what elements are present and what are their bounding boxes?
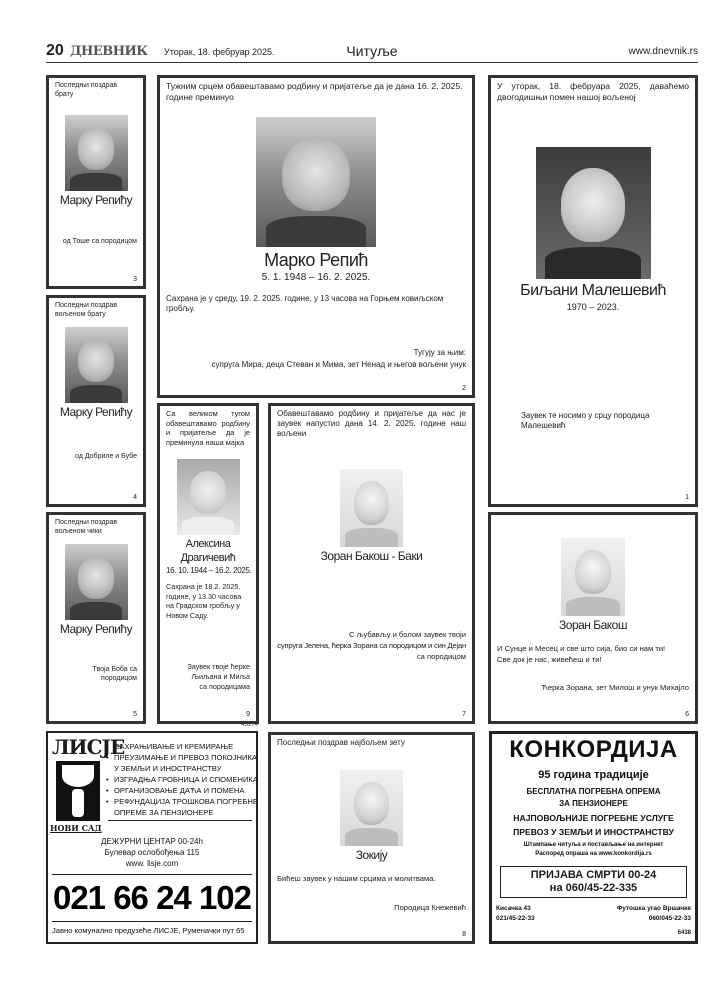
portrait-photo: [561, 538, 625, 616]
ad-line: Штампање читуља и постављање на интернет: [523, 842, 664, 848]
lisje-logo-text: ЛИСЈЕ: [52, 735, 125, 759]
signature-line-2: супруга Јелена, ћерка Зорана са породицом и син Дејан: [277, 641, 466, 650]
duty-center: ДЕЖУРНИ ЦЕНТАР 00-24h: [101, 837, 203, 846]
deceased-name: Марко Репић: [264, 250, 368, 270]
service-item: • ИЗГРАДЊА ГРОБНИЦА И СПОМЕНИКА: [106, 774, 254, 785]
konkordija-logo-text: КОНКОРДИЈА: [509, 736, 678, 763]
spacer: [277, 662, 466, 710]
spacer: [277, 564, 466, 629]
ad-line: ПРЕВОЗ У ЗЕМЉИ И ИНОСТРАНСТВУ: [513, 827, 674, 837]
service-item: • РЕФУНДАЦИЈА ТРОШКОВА ПОГРЕБНЕ: [106, 796, 254, 807]
verse-line-2: Све док је нас, живећеш и ти!: [497, 655, 602, 664]
address-right: [617, 904, 691, 924]
notice-signature: Твоја Боба са породицом: [92, 665, 137, 682]
deceased-name: Зокију: [355, 848, 388, 862]
obituary-notice: [488, 512, 698, 724]
lisje-advertisement: [46, 731, 258, 944]
spacer: [497, 665, 689, 682]
ad-line: БЕСПЛАТНА ПОГРЕБНА ОПРЕМА: [526, 787, 661, 796]
deceased-name: Марку Репићу: [59, 193, 133, 207]
notice-intro: Обавештавамо родбину и пријатеље да нас је заувек напустио дана 14. 2. 2025. године наш вољени: [277, 409, 466, 438]
obituary-notice: [488, 75, 698, 507]
notice-signature: Породица Кнежевић: [394, 902, 466, 912]
deceased-last-name: Драгичевић: [180, 552, 236, 564]
spacer: [55, 420, 137, 452]
obituary-notice: [46, 75, 146, 289]
notice-intro: Последњи поздрав најбољем зету: [277, 738, 405, 747]
signature-line-3: са породицом: [416, 652, 466, 661]
issue-date: Уторак, 18. фебруар 2025.: [164, 47, 275, 57]
portrait-photo: [65, 544, 128, 620]
spacer: [166, 314, 466, 348]
ad-code: 45174: [241, 722, 258, 728]
newspaper-logo: ДНЕВНИК: [70, 44, 148, 59]
signature-line-3: са породицама: [199, 682, 250, 691]
service-item: • САХРАЊИВАЊЕ И КРЕМИРАЊЕ: [106, 741, 254, 752]
services-list: [106, 741, 258, 818]
ad-line: ЗА ПЕНЗИОНЕРЕ: [559, 799, 628, 808]
deceased-name: Марку Репићу: [59, 405, 133, 419]
mourners-label: Тугују за њим:: [413, 348, 466, 357]
deceased-name: Марку Репићу: [59, 622, 133, 636]
hotline-number: на 060/45-22-335: [549, 882, 638, 894]
obituary-notice: [46, 512, 146, 724]
notice-number: 5: [133, 711, 137, 718]
notice-signature: Ћерка Зорана, зет Милош и унук Михајло: [541, 683, 689, 692]
notice-intro: Последњи поздрав вољеном брату: [55, 302, 118, 318]
divider: [108, 820, 252, 821]
spacer: [497, 431, 689, 493]
funeral-details: Сахрана је у среду, 19. 2. 2025. године, у 13 часова на Горњем ковиљском гробљу.: [166, 294, 444, 313]
spacer: [277, 884, 466, 902]
notice-signature: од Тоше са породицом: [62, 238, 137, 245]
address-street: Кисачка 43: [496, 905, 531, 912]
deceased-name: Биљани Малешевић: [520, 282, 666, 299]
spacer: [55, 208, 137, 237]
notice-number: 2: [462, 385, 466, 392]
portrait-photo: [65, 115, 128, 191]
address-phone: 021/45-22-33: [496, 915, 535, 922]
notice-number: 1: [685, 494, 689, 501]
service-item-continued: У ЗЕМЉИ И ИНОСТРАНСТВУ: [114, 764, 222, 773]
page-header: [46, 42, 698, 63]
deceased-name: Зоран Бакош - Баки: [320, 549, 423, 563]
notice-signature: Заувек те носимо у срцу породица Малешевић: [521, 411, 650, 430]
spacer: [166, 692, 250, 710]
life-dates: 5. 1. 1948 – 16. 2. 2025.: [261, 272, 371, 283]
portrait-photo: [65, 327, 128, 403]
notice-intro: Последњи поздрав вољеном чики: [55, 519, 118, 535]
notice-intro: Тужним срцем обавештавамо родбину и пријатеље да је дана 16. 2. 2025. године преминуо: [166, 81, 463, 102]
funeral-details: Сахрана је 18.2. 2025. године, у 13.30 часова на Градском гробљу у Новом Саду.: [166, 582, 242, 620]
spacer: [497, 693, 689, 710]
verse-line-1: И Сунце и Месец и све што сија, био си нам ти!: [497, 644, 666, 653]
page-number: 20: [46, 42, 64, 59]
life-dates: 1970 – 2023.: [566, 302, 620, 312]
notice-intro: Последњи поздрав брату: [55, 82, 118, 98]
hotline-title: ПРИЈАВА СМРТИ 00-24: [530, 869, 657, 881]
address-phone: 060/045-22-33: [648, 915, 691, 922]
spacer: [497, 313, 689, 411]
ad-line: НАЈПОВОЉНИЈЕ ПОГРЕБНЕ УСЛУГЕ: [513, 813, 674, 823]
ad-code: 6438: [677, 930, 691, 936]
notice-number: 9: [246, 711, 250, 718]
lisje-phone: 021 66 24 102: [52, 879, 252, 916]
death-report-hotline: [500, 866, 687, 898]
address-left: [496, 904, 535, 924]
mourners-list: супруга Мира, деца Стеван и Мима, зет Ненад и његов вољени унук: [211, 360, 466, 369]
spacer: [55, 683, 137, 711]
lisje-address: Булевар ослобођења 115: [104, 848, 200, 857]
signature-line-2: Љиљана и Миља: [191, 672, 250, 681]
divider: [52, 921, 252, 922]
divider: [52, 874, 252, 875]
ad-line: 95 година традиције: [538, 769, 649, 781]
deceased-name: Зоран Бакош: [559, 618, 627, 632]
spacer: [166, 620, 250, 662]
notice-intro: У уторак, 18. фебруара 2025, даваћемо двогодишњи помен нашој вољеној: [497, 81, 689, 102]
website-link[interactable]: www.dnevnik.rs: [628, 46, 698, 57]
deceased-first-name: Алексина: [185, 538, 231, 550]
notice-number: 3: [133, 276, 137, 283]
spacer: [166, 370, 466, 384]
signature-line-1: С љубављу и болом заувек твоји: [348, 630, 466, 639]
lisje-footer: Јавно комунално предузеће ЛИСЈЕ, Руменачки пут 65: [52, 926, 245, 935]
portrait-photo: [256, 117, 376, 247]
lisje-city: НОВИ САД: [50, 823, 102, 833]
portrait-photo: [536, 147, 651, 279]
portrait-photo: [177, 459, 240, 535]
spacer: [55, 461, 137, 493]
notice-number: 7: [462, 711, 466, 718]
service-item: • ОРГАНИЗОВАЊЕ ДАЋА И ПОМЕНА: [106, 785, 254, 796]
address-street: Футошка угао Вршачке: [616, 905, 691, 912]
notice-number: 6: [685, 711, 689, 718]
signature-line-1: Заувек твоје ћерке: [187, 662, 250, 671]
service-item-continued: ОПРЕМЕ ЗА ПЕНЗИОНЕРЕ: [114, 808, 214, 817]
obituary-notice: [157, 75, 475, 398]
section-title: Читуље: [346, 43, 398, 59]
life-dates: 16. 10. 1944 – 16.2. 2025.: [166, 566, 252, 575]
notice-intro: Са великом тугом обавештавамо родбину и пријатеље да је преминула наша мајка: [166, 409, 250, 447]
obituary-notice: [46, 295, 146, 507]
portrait-photo: [340, 770, 403, 846]
obituary-notice: [268, 403, 475, 724]
ad-line: Распоред опраша на www.konkordija.rs: [535, 851, 652, 857]
obituary-notice: [268, 732, 475, 944]
notice-number: 8: [462, 931, 466, 938]
obituary-notice: [157, 403, 259, 724]
notice-number: 4: [133, 494, 137, 501]
notice-message: Бићеш заувек у нашим срцима и молитвама.: [277, 874, 436, 883]
lisje-website[interactable]: www. lisje.com: [125, 859, 179, 868]
notice-signature: од Добриле и Бубе: [75, 453, 137, 460]
service-item: • ПРЕУЗИМАЊЕ И ПРЕВОЗ ПОКОЈНИКА: [106, 752, 254, 763]
konkordija-advertisement: [489, 731, 698, 944]
spacer: [55, 246, 137, 275]
spacer: [55, 637, 137, 665]
chalice-logo-icon: [56, 761, 100, 821]
portrait-photo: [340, 469, 403, 547]
spacer: [277, 913, 466, 931]
